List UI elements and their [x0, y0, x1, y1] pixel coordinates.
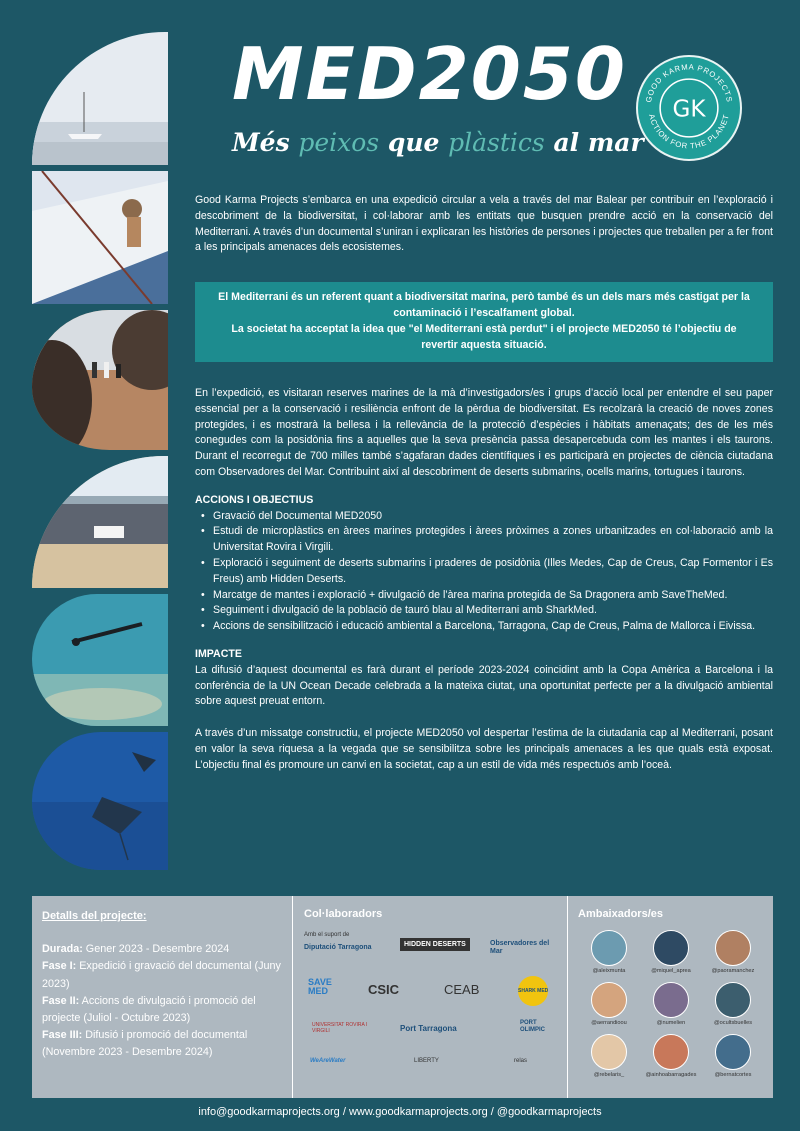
list-item: • Seguiment i divulgació de la població de tauró blau al Mediterrani amb SharkMed.: [199, 603, 773, 619]
collab-logo-liberty[interactable]: LIBERTY: [414, 1058, 439, 1064]
photo-group-beach: [32, 456, 168, 588]
list-item: • Marcatge de mantes i exploració + divulgació de l’àrea marina protegida de Sa Dragonera amb SaveTheMed.: [199, 588, 773, 604]
collaborators-column: [304, 908, 566, 1080]
impact-paragraph-2: A través d’un missatge constructiu, el projecte MED2050 vol despertar l’estima de la ciutadania cap al Mediterrani, posant en valor la seva riquesa a la vegada que se sensibilitza sobre les principals amenaces a les que quals està exposat. L’objectiu final és promoure un canvi en la societat, cap a un estil de vida més respectuós amb l’oceà.: [195, 727, 773, 771]
contact-footer[interactable]: info@goodkarmaprojects.org / www.goodkarmaprojects.org / @goodkarmaprojects: [198, 1106, 602, 1118]
photo-diver: [32, 594, 168, 726]
collab-logo-csic[interactable]: CSIC: [368, 982, 400, 997]
collab-logo-wearewater[interactable]: WeAreWater: [310, 1058, 346, 1064]
expedition-paragraph: En l’expedició, es visitaran reserves marines de la mà d’investigadors/es i grups d’acció local per entendre el seu paper essencial per a la conservació i resiliència enfront de la pèrdua de biodiversitat. Es recolzarà la creació de noves zones protegides, i es mostrarà la bellesa i la rellevància de la protecció d’espècies i hàbitats amenaçats; des de les més conegudes com la posidònia fins a aquelles que la seva presència passa desapercebuda com les mantes i els taurons. Durant el recorregut de 700 milles també s’agafaran dades científiques i es participarà en projectes de ciència ciutadana com Observadores del Mar. Contribuint així al descobriment de deserts submarins, ocells marins, tortugues i taurons.: [195, 387, 773, 478]
ambassador[interactable]: [578, 930, 640, 974]
collab-logo-ceab[interactable]: CEAB: [444, 982, 480, 997]
avatar: [715, 930, 751, 966]
ambassadors-column: [578, 908, 768, 1078]
avatar: [591, 930, 627, 966]
phase2-value: Accions de divulgació i promoció del projecte (Juliol - Octubre 2023): [42, 994, 256, 1025]
phase3-value: Difusió i promoció del documental (Novembre 2023 - Desembre 2024): [42, 1029, 248, 1059]
collab-logo-savemed[interactable]: SAVE MED: [308, 977, 332, 996]
collab-logo-relas[interactable]: relas: [514, 1058, 528, 1064]
intro-paragraph: Good Karma Projects s’embarca en una expedició circular a vela a través del mar Balear per contribuir en l’exploració i descobriment de la biodiversitat, i col·laborar amb les entitats que busquen prendre acció en la conservació del Mediterrani. A través d’un documental s’uniran i explicaran les històries de persones i projectes que treballen per a fer front a les principals amenaces dels ecosistemes.: [195, 194, 773, 254]
ambassador-handle: @bernatcortes: [714, 1072, 752, 1078]
ambassador-handle: @aerrandioou: [591, 1020, 627, 1026]
divider: [292, 896, 293, 1098]
ambassador[interactable]: [640, 982, 702, 1026]
duration-line: [42, 941, 290, 958]
subtitle-part: que: [379, 128, 449, 157]
details-title: Detalls del projecte:: [42, 910, 147, 922]
list-item: • Accions de sensibilització i educació ambiental a Barcelona, Tarragona, Cap de Creus, Palma de Mallorca i Eivissa.: [199, 619, 773, 635]
highlight-box: [195, 282, 773, 362]
project-info-box: [32, 896, 773, 1098]
main-text: [195, 386, 773, 774]
collab-logo-diputacio[interactable]: Diputació Tarragona: [304, 944, 372, 951]
photo-sailboat: [32, 32, 168, 165]
highlight-line-2: La societat ha acceptat la idea que "el Mediterrani està perdut" i el projecte MED2050 té l’objectiu de revertir aquesta situació.: [231, 323, 737, 351]
support-text: Amb el suport de: [304, 932, 350, 938]
ambassador[interactable]: [640, 930, 702, 974]
phase2-label: Fase II:: [42, 994, 80, 1007]
avatar: [715, 982, 751, 1018]
phase1-value: Expedició i gravació del documental (Juny 2023): [42, 960, 281, 990]
collab-logo-port-olimpic[interactable]: PORT OLIMPIC: [520, 1020, 545, 1033]
collab-logo-observadores[interactable]: Observadores del Mar: [490, 940, 550, 955]
photo-strip: [32, 32, 168, 876]
details-column: [42, 908, 290, 1062]
phase3-label: Fase III:: [42, 1029, 83, 1042]
divider: [567, 896, 568, 1098]
avatar: [591, 982, 627, 1018]
phase1-line: [42, 958, 290, 992]
ambassador[interactable]: [578, 982, 640, 1026]
list-item: • Gravació del Documental MED2050: [199, 509, 773, 525]
ambassadors-grid: [578, 930, 768, 1078]
actions-heading: ACCIONS I OBJECTIUS: [195, 493, 314, 506]
highlight-line-1: El Mediterrani és un referent quant a biodiversitat marina, però també és un dels mars més castigat per la contaminació i l’escalfament global.: [218, 291, 750, 319]
collab-logo-port-tarragona[interactable]: Port Tarragona: [400, 1024, 457, 1033]
ambassador[interactable]: [702, 930, 764, 974]
subtitle-part: Més: [232, 128, 299, 157]
logo-monogram: GK: [672, 96, 706, 123]
avatar: [715, 1034, 751, 1070]
page-title: MED2050: [232, 32, 627, 116]
subtitle-accent: plàstics: [448, 128, 545, 157]
photo-sail-deck: [32, 171, 168, 304]
collab-logo-hidden-deserts[interactable]: HIDDEN DESERTS: [400, 938, 470, 951]
collab-logo-urv[interactable]: UNIVERSITAT ROVIRA I VIRGILI: [312, 1022, 368, 1034]
ambassador-handle: @rebelaris_: [593, 1072, 625, 1078]
phase1-label: Fase I:: [42, 960, 77, 973]
ambassador-handle: @paoramanchez: [711, 968, 755, 974]
subtitle-part: al mar: [544, 128, 644, 157]
list-item: • Estudi de microplàstics en àrees marines protegides i àrees pròximes a zones urbanitzades en col·laboració amb la Universitat Rovira i Virgili.: [199, 524, 773, 556]
avatar: [653, 930, 689, 966]
ambassador-handle: @ainhoabarragades: [645, 1072, 697, 1078]
actions-list: [199, 509, 773, 635]
good-karma-logo[interactable]: [636, 55, 742, 161]
ambassador[interactable]: [640, 1034, 702, 1078]
collaborators-title: Col·laboradors: [304, 908, 383, 920]
subtitle-accent: peixos: [298, 128, 380, 157]
avatar: [653, 1034, 689, 1070]
list-item: • Exploració i seguiment de deserts submarins i praderes de posidònia (Illes Medes, Cap de Creus, Cap Formentor i Es Freus) amb Hidden Deserts.: [199, 556, 773, 588]
ambassador-handle: @numelien: [656, 1020, 686, 1026]
phase2-line: [42, 993, 290, 1027]
duration-value: Gener 2023 - Desembre 2024: [82, 943, 230, 956]
phase3-line: [42, 1027, 290, 1061]
ambassador-handle: @miquel_aprea: [651, 968, 691, 974]
logo-ring-top: GOOD KARMA PROJECTS: [643, 62, 735, 104]
logo-ring-bottom: ACTION FOR THE PLANET: [647, 113, 731, 151]
photo-manta-rays: [32, 732, 168, 870]
ambassador[interactable]: [578, 1034, 640, 1078]
ambassador[interactable]: [702, 982, 764, 1026]
ambassadors-title: Ambaixadors/es: [578, 908, 663, 920]
avatar: [591, 1034, 627, 1070]
collaborators-logos: [304, 930, 566, 1080]
page-subtitle: [232, 128, 644, 157]
intro-section: [195, 193, 773, 256]
photo-beach-people: [32, 310, 168, 450]
ambassador[interactable]: [702, 1034, 764, 1078]
impact-heading: IMPACTE: [195, 647, 242, 660]
avatar: [653, 982, 689, 1018]
duration-label: Durada:: [42, 943, 83, 956]
ambassador-handle: @aleixmunta: [592, 968, 626, 974]
collab-logo-sharkmed[interactable]: SHARK MED: [518, 976, 548, 1006]
impact-paragraph-1: La difusió d’aquest documental es farà durant el període 2023-2024 coincidint amb la Copa Amèrica a Barcelona i la conferència de la UN Ocean Decade celebrada a la mateixa ciutat, una oportunitat perfecte per a la divulgació ambiental sobre aquest preuat entorn.: [195, 663, 773, 708]
ambassador-handle: @ocultsbuelles: [713, 1020, 753, 1026]
